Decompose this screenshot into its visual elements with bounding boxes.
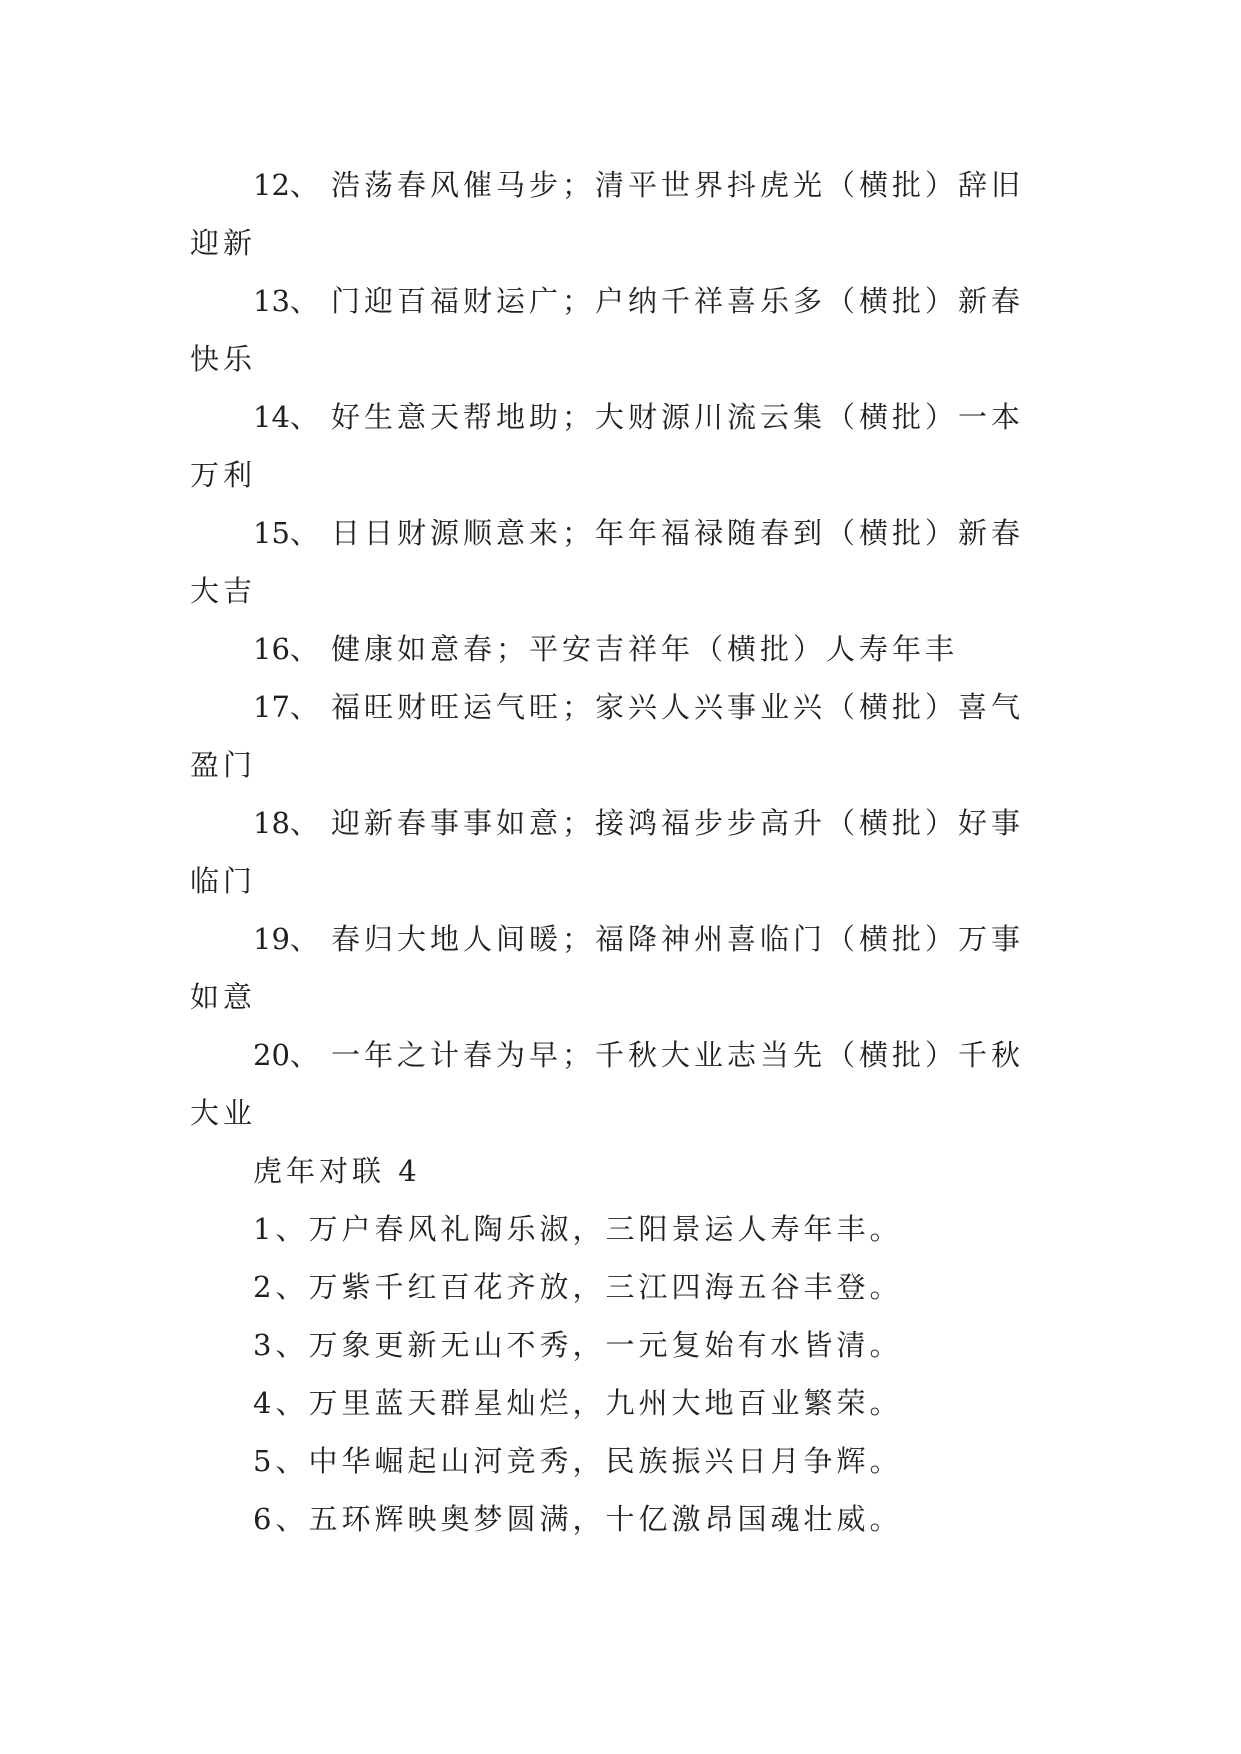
item-number: 13、: [253, 284, 319, 318]
item-text-continued: 如意: [190, 980, 257, 1014]
couplet-line-2: 2、万紫千红百花齐放，三江四海五谷丰登。: [253, 1270, 903, 1304]
item-text: 迎新春事事如意；接鸿福步步高升（横批）好事: [331, 806, 1025, 840]
couplet-line-5: 5、中华崛起山河竞秀，民族振兴日月争辉。: [253, 1444, 903, 1478]
item-number: 20、: [253, 1038, 319, 1072]
couplet-item-13: [190, 272, 1060, 388]
item-text-continued: 万利: [190, 458, 257, 492]
item-number: 18、: [253, 806, 319, 840]
couplet-item-16: [190, 620, 1060, 678]
item-number: 19、: [253, 922, 319, 956]
couplet-item-20: [190, 1026, 1060, 1142]
item-number: 12、: [253, 168, 319, 202]
item-text-continued: 盈门: [190, 748, 257, 782]
item-text-continued: 迎新: [190, 226, 257, 260]
item-text: 一年之计春为早；千秋大业志当先（横批）千秋: [331, 1038, 1025, 1072]
item-text: 健康如意春；平安吉祥年（横批）人寿年丰: [331, 632, 959, 666]
document-body: [190, 156, 1060, 1548]
item-text-continued: 临门: [190, 864, 257, 898]
couplet-item-17: [190, 678, 1060, 794]
couplet-item-18: [190, 794, 1060, 910]
item-text: 春归大地人间暖；福降神州喜临门（横批）万事: [331, 922, 1025, 956]
item-text: 日日财源顺意来；年年福禄随春到（横批）新春: [331, 516, 1025, 550]
couplet-line-4: 4、万里蓝天群星灿烂，九州大地百业繁荣。: [253, 1386, 903, 1420]
item-number: 14、: [253, 400, 319, 434]
item-text: 门迎百福财运广；户纳千祥喜乐多（横批）新春: [331, 284, 1025, 318]
couplet-item-19: [190, 910, 1060, 1026]
item-text: 浩荡春风催马步；清平世界抖虎光（横批）辞旧: [331, 168, 1025, 202]
item-text: 福旺财旺运气旺；家兴人兴事业兴（横批）喜气: [331, 690, 1025, 724]
couplet-line-6: 6、五环辉映奥梦圆满，十亿激昂国魂壮威。: [253, 1502, 903, 1536]
section-heading: 虎年对联 4: [253, 1154, 421, 1188]
item-number: 17、: [253, 690, 319, 724]
item-text-continued: 大吉: [190, 574, 257, 608]
couplet-line-1: 1、万户春风礼陶乐淑，三阳景运人寿年丰。: [253, 1212, 903, 1246]
item-number: 15、: [253, 516, 319, 550]
couplet-item-14: [190, 388, 1060, 504]
item-text-continued: 快乐: [190, 342, 257, 376]
item-number: 16、: [253, 632, 319, 666]
item-text: 好生意天帮地助；大财源川流云集（横批）一本: [331, 400, 1025, 434]
couplet-line-3: 3、万象更新无山不秀，一元复始有水皆清。: [253, 1328, 903, 1362]
couplet-item-15: [190, 504, 1060, 620]
item-text-continued: 大业: [190, 1096, 257, 1130]
couplet-item-12: [190, 156, 1060, 272]
